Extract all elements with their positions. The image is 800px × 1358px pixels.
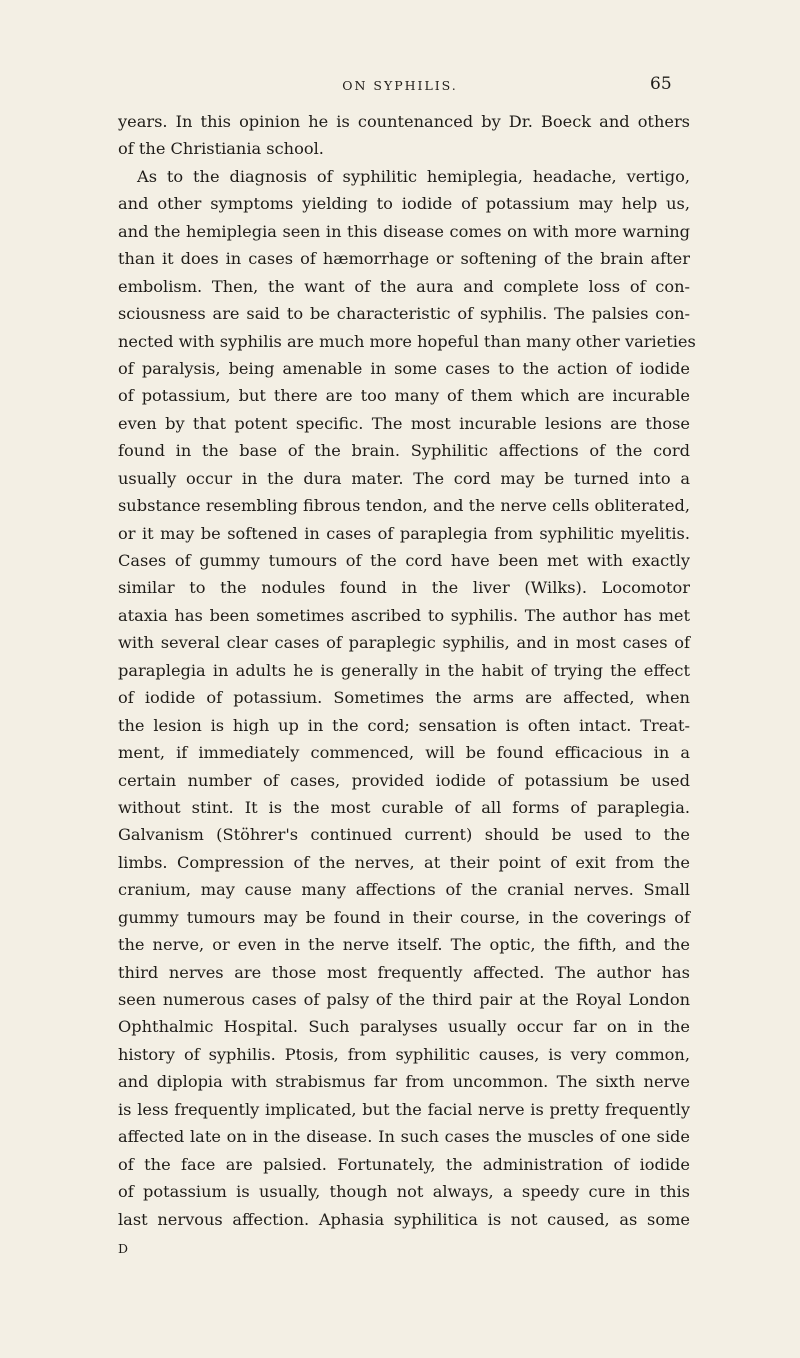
signature-mark: D — [118, 1241, 129, 1256]
text-line: Galvanism (Stöhrer's continued current) should be used to the — [118, 825, 690, 845]
text-line: than it does in cases of hæmorrhage or softening of the brain after — [118, 249, 690, 269]
text-line: ment, if immediately commenced, will be found efficacious in a — [118, 743, 690, 763]
text-line: ataxia has been sometimes ascribed to syphilis. The author has met — [118, 605, 690, 625]
text-line: the nerve, or even in the nerve itself. The optic, the fifth, and the — [118, 935, 690, 955]
text-line: history of syphilis. Ptosis, from syphilitic causes, is very common, — [118, 1044, 690, 1064]
text-line: affected late on in the disease. In such cases the muscles of one side — [118, 1127, 690, 1147]
page-number: 65 — [650, 74, 672, 94]
running-title: ON SYPHILIS. — [342, 78, 458, 93]
text-line: Ophthalmic Hospital. Such paralyses usually occur far on in the — [118, 1017, 690, 1037]
text-line: even by that potent specific. The most incurable lesions are those — [118, 413, 690, 433]
text-line: of the face are palsied. Fortunately, the administration of iodide — [118, 1154, 690, 1174]
text-line: cranium, may cause many affections of the cranial nerves. Small — [118, 880, 690, 900]
body-text — [118, 108, 696, 1233]
text-line: is less frequently implicated, but the facial nerve is pretty frequently — [118, 1099, 690, 1119]
text-line: and diplopia with strabismus far from uncommon. The sixth nerve — [118, 1072, 690, 1092]
text-line: substance resembling fibrous tendon, and the nerve cells obliterated, — [118, 496, 690, 516]
text-line: found in the base of the brain. Syphilitic affections of the cord — [118, 441, 690, 461]
text-line: similar to the nodules found in the liver (Wilks). Locomotor — [118, 578, 690, 598]
text-line: seen numerous cases of palsy of the third pair at the Royal London — [118, 990, 690, 1009]
text-line: As to the diagnosis of syphilitic hemiplegia, headache, vertigo, — [137, 166, 690, 186]
text-line: third nerves are those most frequently affected. The author has — [118, 962, 690, 982]
text-line: certain number of cases, provided iodide of potassium be used — [118, 770, 690, 790]
text-line: of iodide of potassium. Sometimes the arms are affected, when — [118, 688, 690, 708]
text-line: of the Christiania school. — [118, 139, 324, 159]
text-line: embolism. Then, the want of the aura and complete loss of con- — [118, 276, 690, 296]
text-line: limbs. Compression of the nerves, at their point of exit from the — [118, 852, 690, 872]
text-line: Cases of gummy tumours of the cord have been met with exactly — [118, 551, 690, 570]
text-line: of potassium is usually, though not always, a speedy cure in this — [118, 1182, 690, 1202]
text-line: of potassium, but there are too many of them which are incurable — [118, 386, 690, 406]
text-line: sciousness are said to be characteristic of syphilis. The palsies con- — [118, 304, 690, 324]
text-line: years. In this opinion he is countenanced by Dr. Boeck and others — [118, 112, 690, 131]
text-line: or it may be softened in cases of paraplegia from syphilitic myelitis. — [118, 523, 690, 543]
text-line: gummy tumours may be found in their course, in the coverings of — [118, 907, 690, 927]
text-line: paraplegia in adults he is generally in the habit of trying the effect — [118, 660, 690, 680]
text-line: nected with syphilis are much more hopeful than many other varieties — [118, 331, 696, 351]
text-line: without stint. It is the most curable of all forms of paraplegia. — [118, 797, 690, 817]
text-line: of paralysis, being amenable in some cases to the action of iodide — [118, 358, 690, 378]
text-line: the lesion is high up in the cord; sensation is often intact. Treat- — [118, 715, 690, 735]
text-line: and other symptoms yielding to iodide of potassium may help us, — [118, 194, 690, 214]
text-line: usually occur in the dura mater. The cord may be turned into a — [118, 468, 690, 488]
text-line: last nervous affection. Aphasia syphilitica is not caused, as some — [118, 1209, 690, 1229]
text-line: and the hemiplegia seen in this disease comes on with more warning — [118, 221, 690, 241]
text-line: with several clear cases of paraplegic syphilis, and in most cases of — [118, 633, 690, 653]
